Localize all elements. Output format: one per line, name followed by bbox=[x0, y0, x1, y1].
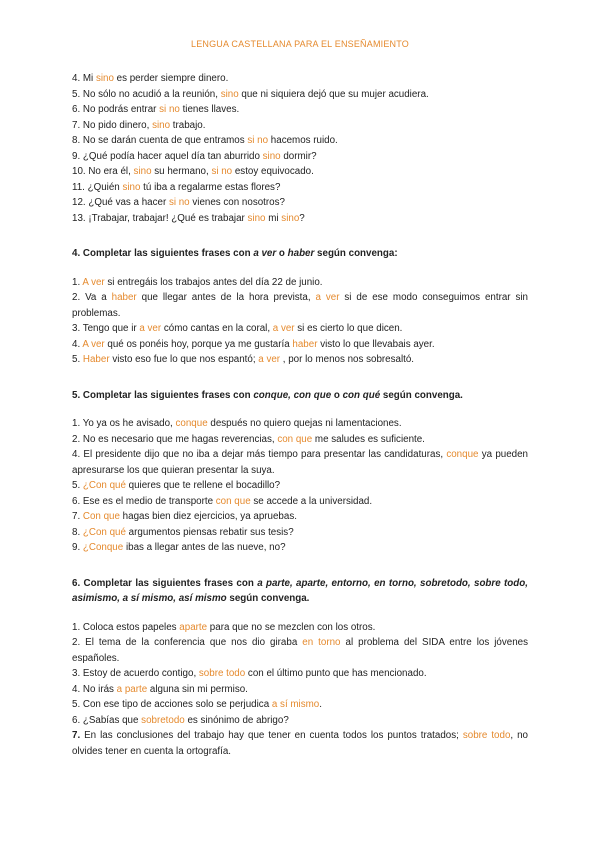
answer-highlight: haber bbox=[292, 338, 318, 350]
sentence-text: se accede a la universidad. bbox=[250, 495, 373, 507]
sentence-text: En las conclusiones del trabajo hay que tener en cuenta todos los puntos tratados; bbox=[80, 730, 463, 741]
sentence-text: 6. Ese es el medio de transporte bbox=[72, 495, 216, 507]
answer-highlight: con que bbox=[277, 433, 313, 445]
sentence-line bbox=[72, 352, 528, 368]
sentence-line bbox=[72, 540, 528, 556]
sentence-text: dormir? bbox=[280, 150, 317, 162]
answer-highlight: ¿Con qué bbox=[82, 526, 126, 538]
sentence-line bbox=[72, 620, 528, 636]
answer-highlight: a ver bbox=[139, 323, 162, 334]
sentence-line bbox=[72, 321, 528, 337]
section-heading-conque bbox=[72, 388, 528, 404]
page-header-title: LENGUA CASTELLANA PARA EL ENSEÑAMIENTO bbox=[190, 39, 409, 49]
sentence-text: estoy equivocado. bbox=[232, 166, 314, 177]
sentence-line bbox=[72, 666, 528, 682]
sentence-line bbox=[72, 478, 528, 494]
answer-highlight: con que bbox=[215, 495, 251, 507]
sentence-text: que llegar antes de la hora prevista, bbox=[136, 292, 316, 303]
sentence-text: 9. bbox=[72, 542, 83, 553]
section-heading-aparte bbox=[72, 576, 528, 607]
sentence-text: 2. Va a bbox=[72, 292, 112, 303]
answer-highlight: ¿Con qué bbox=[82, 480, 126, 491]
sentence-text: 7. bbox=[72, 730, 81, 741]
section-heading-a-ver-haber bbox=[72, 246, 528, 262]
answer-highlight: a ver bbox=[315, 292, 340, 303]
answer-highlight: conque bbox=[446, 449, 479, 460]
answer-highlight: sino bbox=[220, 88, 239, 100]
sentence-text: ya pueden apresurarse los que quieran presentar la suya. bbox=[72, 449, 529, 476]
sentence-line bbox=[72, 164, 528, 180]
sentence-text: 4. No irás bbox=[72, 683, 117, 695]
sentence-text: 6. ¿Sabías que bbox=[72, 714, 142, 726]
sentence-text: 8. No se darán cuenta de que entramos bbox=[72, 135, 248, 146]
sentence-text: 8. bbox=[72, 526, 83, 538]
sentence-line bbox=[72, 149, 528, 165]
sentence-text: o bbox=[331, 389, 343, 401]
sentence-line bbox=[72, 337, 528, 353]
sentence-text: si es cierto lo que dicen. bbox=[294, 323, 403, 334]
section-sino-list bbox=[72, 71, 528, 226]
sentence-text: si de ese modo conseguimos entrar sin problemas. bbox=[72, 292, 529, 319]
sentence-line bbox=[72, 133, 528, 149]
sentence-text: , por lo menos nos sobresaltó. bbox=[280, 354, 415, 365]
sentence-text: tienes llaves. bbox=[179, 104, 240, 115]
sentence-line bbox=[72, 290, 528, 321]
sentence-text: tú iba a regalarme estas flores? bbox=[140, 181, 281, 193]
sentence-text: qué os ponéis hoy, porque ya me gustaría bbox=[104, 338, 293, 350]
sentence-text: visto lo que llevabais ayer. bbox=[317, 338, 435, 350]
sentence-text: para que no se mezclen con los otros. bbox=[207, 621, 376, 633]
sentence-text: . bbox=[319, 699, 322, 710]
sentence-text: 10. No era él, bbox=[72, 166, 134, 177]
answer-highlight: sobretodo bbox=[141, 714, 185, 726]
sentence-text: según convenga. bbox=[380, 389, 463, 401]
sentence-text: 11. ¿Quién bbox=[72, 181, 123, 193]
answer-highlight: sino bbox=[262, 150, 281, 162]
sentence-text: 5. No sólo no acudió a la reunión, bbox=[72, 88, 221, 100]
sentence-text: 1. Coloca estos papeles bbox=[72, 621, 180, 633]
sentence-line bbox=[72, 275, 528, 291]
sentence-text: 4. Mi bbox=[72, 73, 96, 84]
answer-highlight: a ver bbox=[272, 323, 295, 334]
answer-highlight: en torno bbox=[302, 637, 341, 648]
sentence-text: alguna sin mi permiso. bbox=[147, 683, 248, 695]
sentence-text: 6. No podrás entrar bbox=[72, 104, 160, 115]
sentence-text: argumentos piensas rebatir sus tesis? bbox=[125, 526, 294, 538]
sentence-text: con qué bbox=[342, 389, 381, 401]
sentence-line bbox=[72, 635, 528, 666]
sentence-line bbox=[72, 118, 528, 134]
sentence-text: 13. ¡Trabajar, trabajar! ¿Qué es trabajar bbox=[72, 212, 248, 224]
answer-highlight: si no bbox=[247, 135, 269, 146]
document-content bbox=[72, 71, 528, 759]
sentence-text: hacemos ruido. bbox=[268, 135, 338, 146]
sentence-text: 1. Yo ya os he avisado, bbox=[72, 418, 176, 429]
sentence-line bbox=[72, 180, 528, 196]
sentence-text: 7. No pido dinero, bbox=[72, 119, 153, 131]
sentence-text: 2. El tema de la conferencia que nos dio giraba bbox=[72, 637, 303, 648]
sentence-text: es perder siempre dinero. bbox=[113, 73, 229, 84]
answer-highlight: sino bbox=[247, 212, 266, 224]
sentence-text: con el último punto que has mencionado. bbox=[245, 668, 427, 679]
sentence-line bbox=[72, 447, 528, 478]
sentence-text: haber bbox=[287, 248, 315, 259]
sentence-text: mi bbox=[265, 212, 282, 224]
sentence-text: conque, con que bbox=[253, 389, 332, 401]
sentence-text: 5. Con ese tipo de acciones solo se perjudica bbox=[72, 699, 272, 710]
sentence-line bbox=[72, 697, 528, 713]
sentence-text: 7. bbox=[72, 511, 83, 522]
sentence-text: después no quiero quejas ni lamentaciones. bbox=[207, 418, 402, 429]
answer-highlight: sino bbox=[122, 181, 141, 193]
answer-highlight: si no bbox=[211, 166, 233, 177]
section-aparte-list bbox=[72, 620, 528, 760]
sentence-text: 12. ¿Qué vas a hacer bbox=[72, 197, 169, 208]
sentence-text: 3. Tengo que ir bbox=[72, 323, 140, 334]
answer-highlight: sobre todo bbox=[462, 730, 511, 741]
sentence-text: 4. El presidente dijo que no iba a dejar más tiempo para presentar las candidaturas, bbox=[72, 449, 447, 460]
sentence-text: al problema del SIDA entre los jóvenes españoles. bbox=[72, 637, 529, 664]
answer-highlight: conque bbox=[175, 418, 208, 429]
sentence-text: 5. bbox=[72, 354, 83, 365]
answer-highlight: haber bbox=[111, 292, 137, 303]
sentence-text: cómo cantas en la coral, bbox=[161, 323, 273, 334]
answer-highlight: a ver bbox=[258, 354, 281, 365]
sentence-text: que ni siquiera dejó que su mujer acudiera. bbox=[238, 88, 429, 100]
sentence-line bbox=[72, 713, 528, 729]
sentence-line bbox=[72, 728, 528, 759]
sentence-text: 5. bbox=[72, 480, 83, 491]
sentence-line bbox=[72, 102, 528, 118]
sentence-text: quieres que te rellene el bocadillo? bbox=[125, 480, 281, 491]
sentence-text: visto eso fue lo que nos espantó; bbox=[109, 354, 259, 365]
sentence-text: a ver bbox=[253, 248, 277, 259]
answer-highlight: A ver bbox=[82, 338, 105, 350]
answer-highlight: sino bbox=[133, 166, 152, 177]
answer-highlight: Con que bbox=[82, 511, 120, 522]
sentence-text: 3. Estoy de acuerdo contigo, bbox=[72, 668, 199, 679]
sentence-text: vienes con nosotros? bbox=[189, 197, 285, 208]
sentence-text: ibas a llegar antes de las nueve, no? bbox=[123, 542, 286, 553]
answer-highlight: si no bbox=[168, 197, 190, 208]
answer-highlight: aparte bbox=[179, 621, 208, 633]
answer-highlight: sobre todo bbox=[198, 668, 246, 679]
answer-highlight: sino bbox=[152, 119, 171, 131]
sentence-line bbox=[72, 509, 528, 525]
sentence-line bbox=[72, 682, 528, 698]
sentence-text: 1. bbox=[72, 276, 83, 288]
sentence-text: 4. Completar las siguientes frases con bbox=[72, 248, 254, 259]
sentence-text: me saludes es suficiente. bbox=[312, 433, 425, 445]
sentence-text: 2. No es necesario que me hagas reverencias, bbox=[72, 433, 278, 445]
answer-highlight: Haber bbox=[82, 354, 110, 365]
sentence-text: su hermano, bbox=[151, 166, 212, 177]
answer-highlight: a parte bbox=[116, 683, 148, 695]
sentence-text: según convenga: bbox=[314, 248, 398, 259]
sentence-line bbox=[72, 211, 528, 227]
sentence-text: 4. bbox=[72, 338, 83, 350]
sentence-text: , no olvides tener en cuenta la ortografía. bbox=[72, 730, 529, 757]
section-a-ver-haber-list bbox=[72, 275, 528, 368]
answer-highlight: a sí mismo bbox=[271, 699, 320, 710]
answer-highlight: sino bbox=[95, 73, 114, 84]
answer-highlight: ¿Conque bbox=[82, 542, 124, 553]
sentence-line bbox=[72, 87, 528, 103]
section-conque-list bbox=[72, 416, 528, 556]
sentence-line bbox=[72, 195, 528, 211]
answer-highlight: A ver bbox=[82, 276, 105, 288]
sentence-line bbox=[72, 71, 528, 87]
sentence-text: es sinónimo de abrigo? bbox=[184, 714, 289, 726]
sentence-text: 5. Completar las siguientes frases con bbox=[72, 389, 254, 401]
sentence-text: ? bbox=[299, 212, 305, 224]
sentence-text: o bbox=[276, 248, 288, 259]
sentence-text: según convenga. bbox=[226, 593, 310, 604]
sentence-text: si entregáis los trabajos antes del día 22 de junio. bbox=[104, 276, 323, 288]
sentence-line bbox=[72, 525, 528, 541]
answer-highlight: sino bbox=[281, 212, 300, 224]
sentence-text: 6. Completar las siguientes frases con bbox=[72, 577, 258, 589]
sentence-text: a parte, aparte, entorno, en torno, sobretodo, sobre todo, asimismo, a sí mismo, así mismo bbox=[72, 577, 528, 604]
sentence-line bbox=[72, 494, 528, 510]
sentence-text: hagas bien diez ejercicios, ya apruebas. bbox=[119, 511, 297, 522]
sentence-text: 9. ¿Qué podía hacer aquel día tan aburrido bbox=[72, 150, 263, 162]
sentence-line bbox=[72, 432, 528, 448]
answer-highlight: si no bbox=[159, 104, 180, 115]
sentence-text: trabajo. bbox=[170, 119, 206, 131]
sentence-line bbox=[72, 416, 528, 432]
